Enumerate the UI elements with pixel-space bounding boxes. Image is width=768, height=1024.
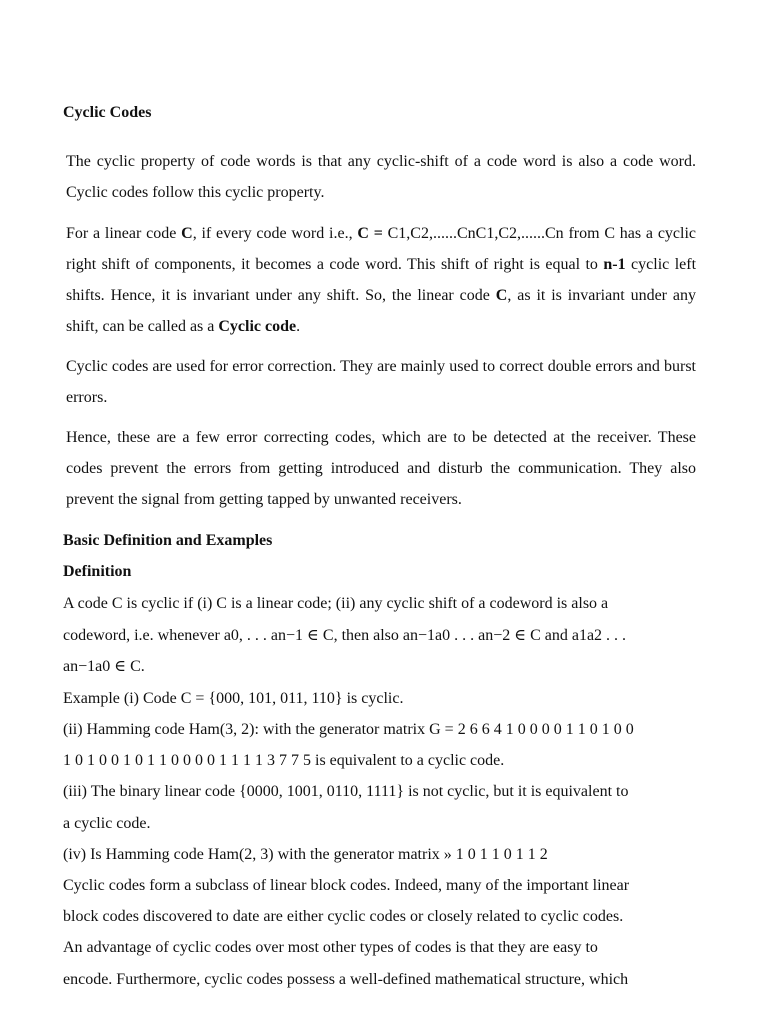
text-line: an−1a0 ∈ C.: [63, 658, 145, 675]
text-line: 1 0 1 0 0 1 0 1 1 0 0 0 0 1 1 1 1 3 7 7 5 is equivalent to a cyclic code.: [63, 752, 505, 769]
text-line: block codes discovered to date are either cyclic codes or closely related to cyclic codes.: [63, 908, 624, 925]
bold-term-n-1: n-1: [603, 256, 626, 273]
text-line: (ii) Hamming code Ham(3, 2): with the generator matrix G = 2 6 6 4 1 0 0 0 0 1 1 0 1 0 0: [63, 721, 634, 738]
heading-basic-definition: Basic Definition and Examples: [63, 532, 273, 549]
text-line: codeword, i.e. whenever a0, . . . an−1 ∈ C, then also an−1a0 . . . an−2 ∈ C and a1a2 . . .: [63, 627, 627, 644]
text-run: For a linear code: [66, 225, 182, 242]
text-line: Cyclic codes form a subclass of linear block codes. Indeed, many of the important linear: [63, 877, 630, 894]
text-run: cyclic left shifts. Hence, it is invariant under any shift. So, the linear code: [66, 256, 697, 304]
paragraph-cyclic-property: The cyclic property of code words is that any cyclic-shift of a code word is also a code word. Cyclic codes follow this cyclic property.: [66, 153, 696, 201]
text-line: (iv) Is Hamming code Ham(2, 3) with the generator matrix » 1 0 1 1 0 1 1 2: [63, 846, 548, 863]
bold-term-c: C: [181, 225, 193, 242]
text-line: A code C is cyclic if (i) C is a linear code; (ii) any cyclic shift of a codeword is also a: [63, 595, 609, 612]
paragraph-receiver: Hence, these are a few error correcting codes, which are to be detected at the receiver. These codes prevent the errors from getting introduced and disturb the communication. They also prevent the signal from getting tapped by unwanted receivers.: [66, 429, 696, 508]
bold-term-c: C: [495, 287, 508, 304]
text-run: , if every code word i.e.,: [192, 225, 358, 242]
text-line: encode. Furthermore, cyclic codes possess a well-defined mathematical structure, which: [63, 971, 629, 988]
heading-cyclic-codes: Cyclic Codes: [63, 104, 152, 121]
text-run: C1,C2,......CnC1,C2,......Cn from C has a cyclic right shift of components, it becomes a code word. This shift of right is equal to: [66, 225, 697, 273]
text-line: Example (i) Code C = {000, 101, 011, 110} is cyclic.: [63, 690, 404, 707]
text-line: a cyclic code.: [63, 815, 151, 832]
bold-term-c-equals: C =: [357, 225, 383, 242]
heading-definition: Definition: [63, 563, 132, 580]
paragraph-error-correction: Cyclic codes are used for error correction. They are mainly used to correct double errors and burst errors.: [66, 358, 696, 406]
text-line: (iii) The binary linear code {0000, 1001, 0110, 1111} is not cyclic, but it is equivalent to: [63, 783, 629, 800]
bold-term-cyclic-code: Cyclic code: [218, 318, 297, 335]
paragraph-linear-code: [66, 218, 696, 342]
text-run: , as it is invariant under any shift, can be called as a: [66, 287, 696, 335]
text-run: .: [296, 318, 301, 335]
text-line: An advantage of cyclic codes over most other types of codes is that they are easy to: [63, 939, 598, 956]
